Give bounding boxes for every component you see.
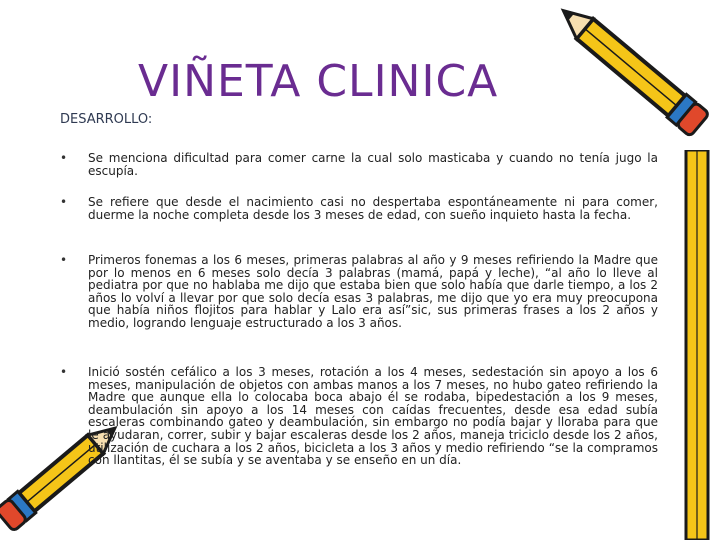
pencil-right-edge-icon [678,150,718,540]
bullet-marker: • [60,365,68,379]
bullet-marker: • [60,195,68,209]
slide-title: VIÑETA CLINICA [138,56,499,107]
bullet-text: Primeros fonemas a los 6 meses, primeras palabras al año y 9 meses refiriendo la Madre que por lo menos en 6 meses solo decía 3 palabras (mamá, papá y leche), “al año lo lleve al pediatra por que no hablaba me dijo que estaba bien que solo había que darle tiempo, a los 2 años lo volví a llevar por que solo decía esas 3 palabras, me dijo que yo era muy preocupona que había niños flojitos para hablar y Lalo era así”sic, sus primeras frases a los 2 años y medio, logrando lenguaje estructurado a los 3 años. [88,253,658,330]
section-subtitle: DESARROLLO: [60,112,153,127]
bullet-text: Inició sostén cefálico a los 3 meses, rotación a los 4 meses, sedestación sin apoyo a los 6 meses, manipulación de objetos con ambas manos a los 7 meses, no hubo gateo refiriendo la Madre que aunque ella lo colocaba boca abajo él se rodaba, bipedestación a los 9 meses, deambulación sin apoyo a los 14 meses con caídas frecuentes, desde esa edad subía escaleras combinando gateo y deambulación, sin embargo no podía bajar y lloraba para que le ayudaran, correr, subir y bajar escaleras desde los 2 años, maneja triciclo desde los 2 años, utilización de cuchara a los 2 años, bicicleta a los 3 años y medio refiriendo “se la compramos con llantitas, él se subía y se aventaba y se enseño en un día. [88,365,658,468]
bullet-marker: • [60,253,68,267]
bullet-marker: • [60,151,68,165]
pencil-top-right-icon [560,0,720,150]
bullet-text: Se menciona dificultad para comer carne la cual solo masticaba y cuando no tenía jugo la escupía. [88,151,658,178]
bullet-text: Se refiere que desde el nacimiento casi no despertaba espontáneamente ni para comer, duerme la noche completa desde los 3 meses de edad, con sueño inquieto hasta la fecha. [88,195,658,222]
